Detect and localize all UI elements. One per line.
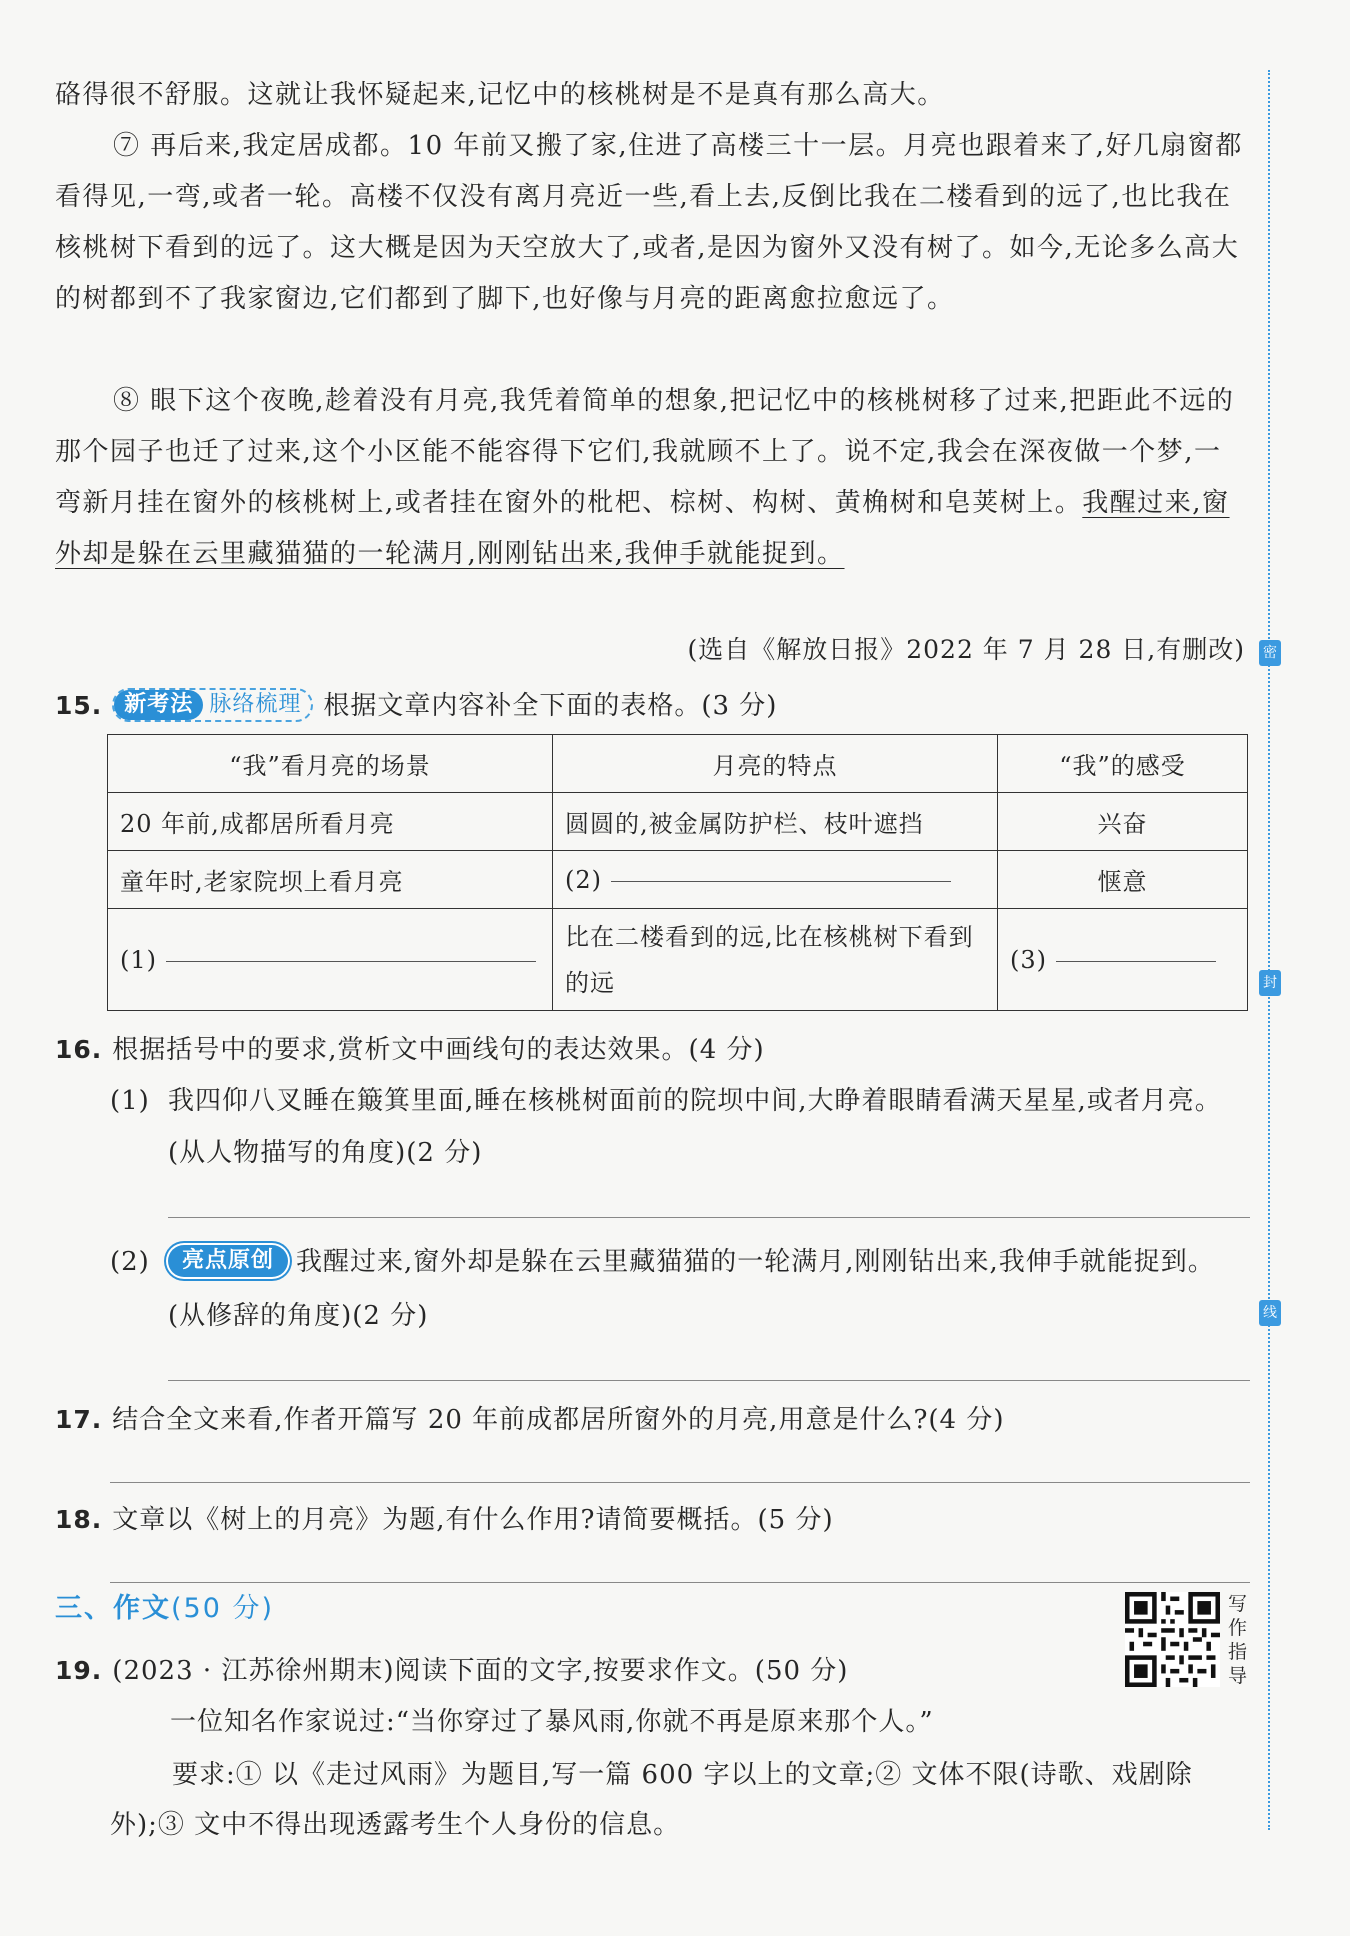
passage-line-top: 硌得很不舒服。这就让我怀疑起来,记忆中的核桃树是不是真有那么高大。	[55, 80, 945, 110]
table-header-row	[108, 735, 1248, 793]
table-cell-blank-1[interactable]	[108, 909, 553, 1011]
q16-text: 根据括号中的要求,赏析文中画线句的表达效果。(4 分)	[112, 1035, 765, 1065]
q17-number: 17.	[55, 1405, 103, 1434]
para8-underlined-sentence: 我醒过来,窗外却是躲在云里藏猫猫的一轮满月,刚刚钻出来,我伸手就能捉到。	[55, 488, 1230, 569]
blank-3-label: (3)	[1010, 945, 1047, 974]
question-17	[55, 1398, 1255, 1442]
q16-sub2-label: (2)	[110, 1247, 150, 1277]
qr-label: 写作指导	[1228, 1593, 1248, 1687]
table-cell: 惬意	[998, 851, 1248, 909]
table-row	[108, 851, 1248, 909]
q18-text: 文章以《树上的月亮》为题,有什么作用?请简要概括。(5 分)	[112, 1505, 834, 1535]
question-19	[55, 1649, 1255, 1693]
q16-sub1	[110, 1075, 1250, 1179]
q15-tag-new: 新考法	[114, 690, 203, 720]
q16-sub2-text: 我醒过来,窗外却是躲在云里藏猫猫的一轮满月,刚刚钻出来,我伸手就能捉到。(从修辞的角度)(2 分)	[168, 1247, 1215, 1331]
table-cell: 兴奋	[998, 793, 1248, 851]
question-16	[55, 1028, 1255, 1072]
q19-requirements: 要求:① 以《走过风雨》为题目,写一篇 600 字以上的文章;② 文体不限(诗歌、戏剧除外);③ 文中不得出现透露考生个人身份的信息。	[110, 1760, 1193, 1840]
table-header: “我”的感受	[998, 735, 1248, 793]
q18-number: 18.	[55, 1505, 103, 1534]
q16-sub2-row	[110, 1235, 1250, 1343]
q16-sub2-answer-line[interactable]	[168, 1380, 1250, 1381]
q19-quote: 一位知名作家说过:“当你穿过了暴风雨,你就不再是原来那个人。”	[170, 1707, 934, 1737]
table-header: “我”看月亮的场景	[108, 735, 553, 793]
q19-number: 19.	[55, 1656, 103, 1685]
para8-text: ⑧ 眼下这个夜晚,趁着没有月亮,我凭着简单的想象,把记忆中的核桃树移了过来,把距此不远的那个园子也迁了过来,这个小区能不能容得下它们,我就顾不上了。说不定,我会在深夜做一个梦,一弯新月挂在窗外的核桃树上,或者挂在窗外的枇杷、棕树、构树、黄桷树和皂荚树上。	[55, 386, 1235, 518]
table-cell: 比在二楼看到的远,比在核桃树下看到的远	[553, 909, 998, 1011]
table-cell-blank-2[interactable]	[553, 851, 998, 909]
table-cell: 20 年前,成都居所看月亮	[108, 793, 553, 851]
side-mark-feng: 封	[1259, 970, 1281, 996]
passage-source: (选自《解放日报》2022 年 7 月 28 日,有删改)	[687, 635, 1245, 664]
blank-2-line[interactable]	[611, 881, 951, 882]
q16-number: 16.	[55, 1035, 103, 1064]
q16-sub2	[110, 1235, 1250, 1343]
q15-number: 15.	[55, 691, 103, 720]
q15-tag	[112, 688, 313, 722]
q16-sub1-label: (1)	[110, 1086, 150, 1116]
question-18	[55, 1498, 1255, 1542]
blank-3-line[interactable]	[1056, 961, 1216, 962]
q16-sub1-text: 我四仰八叉睡在簸箕里面,睡在核桃树面前的院坝中间,大睁着眼睛看满天星星,或者月亮。(从人物描写的角度)(2 分)	[168, 1086, 1222, 1168]
q19-text: (2023 · 江苏徐州期末)阅读下面的文字,按要求作文。(50 分)	[112, 1656, 849, 1686]
passage-para-8	[55, 376, 1245, 580]
q16-sub2-tag: 亮点原创	[168, 1245, 288, 1277]
passage-para-7: ⑦ 再后来,我定居成都。10 年前又搬了家,住进了高楼三十一层。月亮也跟着来了,好几扇窗都看得见,一弯,或者一轮。高楼不仅没有离月亮近一些,看上去,反倒比我在二楼看到的远了,也比我在核桃树下看到的远了。这大概是因为天空放大了,或者,是因为窗外又没有树了。如今,无论多么高大的树都到不了我家窗边,它们都到了脚下,也好像与月亮的距离愈拉愈远了。	[55, 131, 1243, 314]
table-cell: 童年时,老家院坝上看月亮	[108, 851, 553, 909]
side-mark-xian: 线	[1259, 1300, 1281, 1326]
q15-table	[107, 734, 1248, 1011]
blank-1-label: (1)	[120, 945, 157, 974]
q16-sub1-answer-line[interactable]	[168, 1217, 1250, 1218]
q15-tag-type: 脉络梳理	[209, 692, 302, 717]
section-3-title	[55, 1586, 274, 1625]
side-mark-mi: 密	[1259, 640, 1281, 666]
q16-sub1-row	[110, 1075, 1250, 1179]
q17-answer-line[interactable]	[110, 1482, 1250, 1483]
table-cell: 圆圆的,被金属防护栏、枝叶遮挡	[553, 793, 998, 851]
table-row	[108, 909, 1248, 1011]
table-header: 月亮的特点	[553, 735, 998, 793]
blank-1-line[interactable]	[166, 961, 536, 962]
q17-text: 结合全文来看,作者开篇写 20 年前成都居所窗外的月亮,用意是什么?(4 分)	[112, 1405, 1005, 1435]
q18-answer-line[interactable]	[110, 1582, 1250, 1583]
table-row	[108, 793, 1248, 851]
table-cell-blank-3[interactable]	[998, 909, 1248, 1011]
q15-text: 根据文章内容补全下面的表格。(3 分)	[323, 691, 778, 721]
binding-dotted-line	[1268, 70, 1270, 1830]
q16-sub2-content	[168, 1235, 1250, 1343]
question-15	[55, 684, 1255, 728]
section-3-score: (50 分)	[171, 1593, 275, 1624]
section-3-name: 三、作文	[55, 1593, 171, 1624]
blank-2-label: (2)	[565, 865, 602, 894]
